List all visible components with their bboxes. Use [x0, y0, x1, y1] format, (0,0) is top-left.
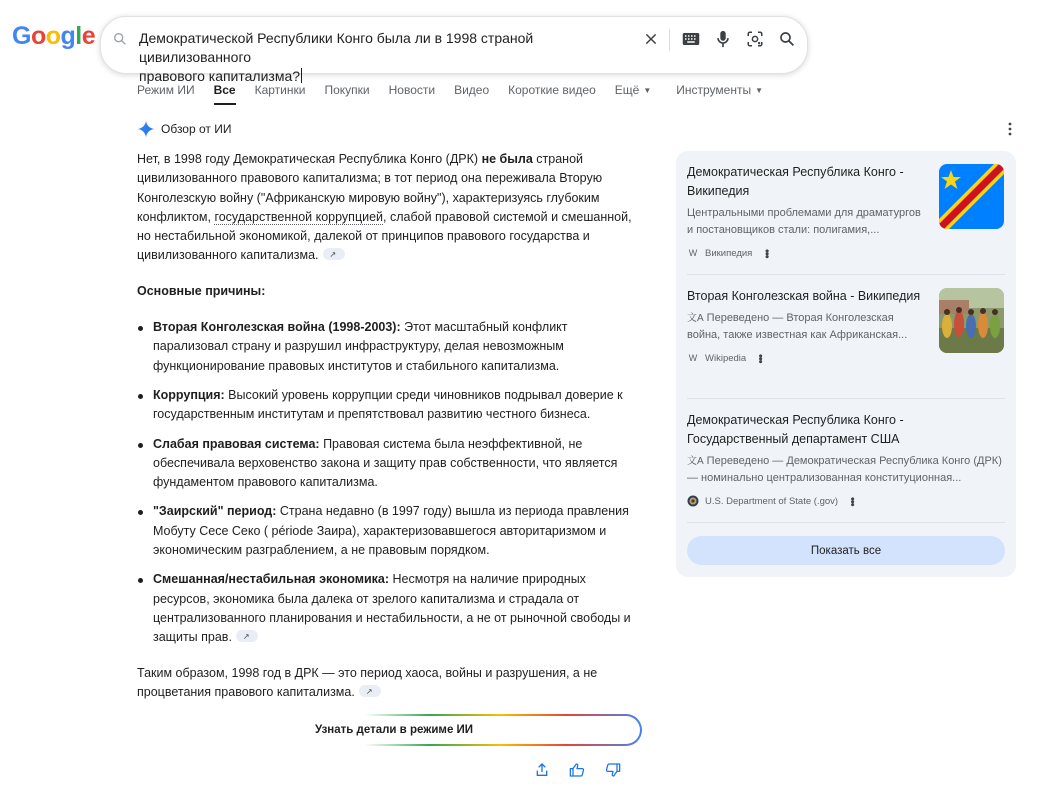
gemini-sparkle-icon	[137, 120, 155, 138]
translate-icon: 文A	[687, 313, 704, 324]
google-logo[interactable]	[12, 22, 95, 51]
cause-text: Высокий уровень коррупции среди чиновников подрывал доверие к государственным институтам и препятствовал развитию честного бизнеса.	[153, 387, 623, 422]
state-department-seal-icon	[687, 495, 699, 507]
snippet-text: Переведено — Вторая Конголезская война, также известная как Африканская...	[687, 312, 908, 341]
search-icon	[112, 31, 128, 47]
clear-button[interactable]	[639, 27, 663, 51]
keyboard-icon	[682, 32, 700, 46]
cause-title: Слабая правовая система:	[153, 436, 320, 451]
list-item	[137, 386, 642, 425]
source-title[interactable]: Демократическая Республика Конго - Википедия	[687, 165, 904, 198]
snippet-text: Переведено — Демократическая Республика Конго (ДРК) — номинально централизованная конституционная...	[687, 455, 1002, 484]
source-title[interactable]: Вторая Конголезская война - Википедия	[687, 289, 921, 303]
search-input[interactable]	[139, 29, 639, 86]
logo-letter: l	[75, 22, 82, 50]
source-snippet	[687, 310, 925, 344]
show-all-button[interactable]: Показать все	[687, 536, 1005, 565]
cause-text: Страна недавно (в 1997 году) вышла из периода правления Мобуту Сесе Секо ( période Заира), характеризовавшегося авторитаризмом и экономическим разграблением, а не правовым порядком.	[153, 504, 629, 558]
source-title[interactable]: Демократическая Республика Конго - Государственный департамент США	[687, 413, 904, 446]
tab-images[interactable]: Картинки	[254, 83, 306, 97]
divider	[687, 274, 1005, 275]
drc-flag-thumbnail	[939, 164, 1004, 229]
tab-ai-mode[interactable]: Режим ИИ	[137, 83, 195, 97]
more-options-icon[interactable]: •••	[754, 353, 767, 363]
source-link-chip[interactable]	[236, 630, 258, 642]
cause-text: Правовая система была неэффективной, не обеспечивала верховенство закона и защиту прав собственности, что является фундаментом правового капитализма.	[153, 436, 618, 490]
source-card[interactable]	[687, 411, 1005, 507]
chevron-down-icon: ▼	[643, 86, 652, 95]
wikipedia-icon: W	[688, 248, 698, 258]
source-card[interactable]	[687, 163, 1005, 259]
causes-heading: Основные причины:	[137, 283, 266, 298]
sources-panel	[676, 151, 1016, 577]
answer-text: страной цивилизованного правового капитализма; в тот период она переживала Вторую Конголезскую войну ("Африканскую мировую войну"), характеризуясь глубоким конфликтом,	[137, 152, 603, 224]
tab-more-label: Ещё	[614, 83, 640, 97]
cause-title: "Заирский" период:	[153, 504, 277, 519]
logo-letter: o	[30, 22, 46, 50]
war-photo-thumbnail	[939, 288, 1004, 353]
answer-intro	[137, 150, 642, 266]
tab-news[interactable]: Новости	[388, 83, 436, 97]
more-options-icon[interactable]	[1003, 120, 1017, 138]
chevron-down-icon: ▼	[755, 86, 763, 95]
cause-title: Смешанная/нестабильная экономика:	[153, 572, 390, 587]
divider	[669, 29, 670, 51]
wikipedia-icon: W	[688, 353, 698, 363]
source-link-chip[interactable]	[359, 685, 381, 697]
list-item	[137, 318, 642, 376]
share-icon[interactable]	[534, 762, 550, 778]
camera-lens-icon	[746, 30, 764, 48]
more-options-icon[interactable]: •••	[760, 248, 773, 258]
search-query-line: правового капитализма?	[139, 68, 301, 84]
search-submit-button[interactable]	[775, 27, 799, 51]
ai-overview-title: Обзор от ИИ	[161, 122, 232, 136]
source-snippet	[687, 453, 1003, 487]
search-icon	[778, 30, 796, 48]
list-item	[137, 435, 642, 493]
ai-mode-deep-dive-button[interactable]	[137, 714, 642, 746]
tab-more[interactable]	[615, 83, 651, 105]
answer-text: , слабой правовой системой и смешанной, но нестабильной экономикой, далекой от принципов правового государства и цивилизованного капитализма.	[137, 209, 632, 263]
deep-dive-label: Узнать детали в режиме ИИ	[139, 716, 640, 744]
lens-button[interactable]	[743, 27, 767, 51]
ai-answer	[137, 150, 642, 718]
term-link[interactable]: государственной коррупцией	[214, 209, 384, 224]
cause-title: Вторая Конголезская война (1998-2003):	[153, 320, 401, 335]
cause-text: Этот масштабный конфликт парализовал страну и разрушил инфраструктуру, делая невозможным функционирование правовых институтов и стабильного капитализма.	[153, 320, 568, 373]
cause-title: Коррупция:	[153, 387, 225, 402]
logo-letter: g	[60, 22, 76, 50]
tab-tools-label: Инструменты	[676, 83, 752, 97]
search-box[interactable]	[100, 16, 808, 84]
keyboard-button[interactable]	[679, 27, 703, 51]
list-item	[137, 570, 642, 647]
thumbs-down-icon[interactable]	[605, 762, 621, 778]
answer-text: Нет, в 1998 году Демократическая Республика Конго (ДРК)	[137, 152, 482, 166]
more-options-icon[interactable]: •••	[846, 496, 859, 506]
tab-short-videos[interactable]: Короткие видео	[508, 83, 596, 97]
divider	[687, 522, 1005, 523]
microphone-icon	[716, 30, 730, 48]
source-site: U.S. Department of State (.gov)	[705, 495, 839, 507]
source-site: Wikipedia	[705, 352, 747, 364]
source-site: Википедия	[705, 247, 753, 259]
tab-tools[interactable]	[676, 83, 763, 105]
answer-bold: не была	[481, 152, 533, 166]
close-icon	[643, 31, 659, 47]
source-snippet: Центральными проблемами для драматургов и постановщиков стали: полигамия,...	[687, 207, 921, 236]
source-card[interactable]	[687, 287, 1005, 364]
search-tabs	[137, 83, 782, 105]
text-caret	[301, 68, 302, 83]
logo-letter: o	[45, 22, 61, 50]
ai-overview-header	[137, 120, 231, 138]
tab-videos[interactable]: Видео	[454, 83, 490, 97]
thumbs-up-icon[interactable]	[569, 762, 585, 778]
source-meta	[687, 247, 1005, 259]
logo-letter: G	[12, 22, 31, 50]
voice-search-button[interactable]	[711, 27, 735, 51]
conclusion-text: Таким образом, 1998 год в ДРК — это период хаоса, войны и разрушения, а не процветания правового капитализма.	[137, 665, 598, 699]
logo-letter: e	[81, 22, 96, 50]
cause-text: Несмотря на наличие природных ресурсов, экономика была далека от зрелого капитализма и страдала от централизованного планирования и нестабильности, а не от рыночной свободы и защиты прав.	[153, 572, 631, 645]
list-item	[137, 502, 642, 560]
source-meta	[687, 495, 1005, 507]
source-link-chip[interactable]	[323, 248, 345, 260]
tab-all[interactable]: Все	[214, 83, 236, 105]
translate-icon: 文A	[687, 456, 704, 467]
causes-list	[137, 318, 642, 647]
search-query-line: Демократической Республики Конго была ли в 1998 страной цивилизованного	[139, 30, 534, 65]
source-meta	[687, 352, 1005, 364]
answer-conclusion	[137, 664, 642, 703]
divider	[687, 398, 1005, 399]
tab-shopping[interactable]: Покупки	[324, 83, 370, 97]
